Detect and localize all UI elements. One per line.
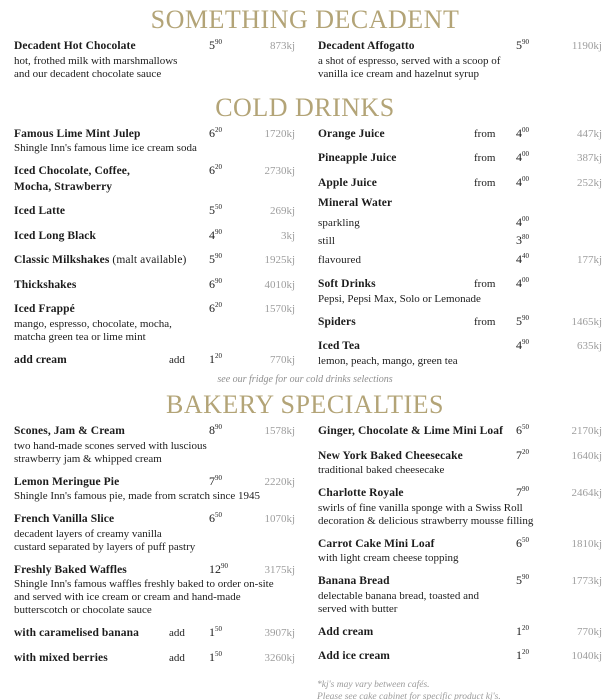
price-cents: 80	[522, 233, 529, 241]
from-label: from	[474, 278, 496, 290]
item-kilojoules: 873kj	[269, 40, 295, 52]
item-kilojoules: 2220kj	[264, 475, 295, 488]
menu-item-row	[14, 559, 295, 579]
subitem-kilojoules: 177kj	[576, 253, 602, 266]
menu-item[interactable]	[318, 482, 602, 528]
item-description: two hand-made scones served with luscious	[14, 439, 207, 452]
item-name: Thickshakes	[14, 278, 77, 291]
section-note: see our fridge for our cold drinks selections	[217, 374, 393, 385]
price-cents: 20	[522, 447, 529, 456]
menu-item-row	[318, 420, 602, 440]
item-price: $5^{90}$	[516, 38, 529, 52]
item-name: Iced Long Black	[14, 229, 97, 242]
item-name: Ginger, Chocolate & Lime Mini Loaf	[318, 425, 504, 437]
menu-item[interactable]	[318, 533, 602, 566]
item-spacer	[318, 81, 602, 86]
price-cents: 90	[522, 313, 529, 322]
menu-item-row	[14, 200, 295, 220]
price-cents: 50	[215, 511, 222, 519]
subitem-price: $3^{80}$	[516, 233, 529, 247]
left-column-something-decadent	[0, 35, 305, 86]
menu-item-row	[14, 420, 295, 440]
item-name: Carrot Cake Mini Loaf	[318, 537, 435, 550]
item-kilojoules: 3907kj	[264, 627, 295, 639]
item-kilojoules: 3260kj	[264, 651, 295, 664]
footnote-line: Please see cake cabinet for specific product kj's.	[317, 692, 501, 700]
price-cents: 20	[522, 648, 529, 656]
price-cents: 20	[215, 351, 222, 360]
item-description: Shingle Inn's famous lime ice cream soda	[14, 142, 197, 154]
item-price: $5^{50}$	[209, 203, 222, 217]
item-name: Charlotte Royale	[318, 487, 404, 499]
from-label: from	[474, 176, 496, 189]
menu-item-row	[14, 160, 295, 180]
price-cents: 00	[522, 276, 529, 284]
item-kilojoules: 269kj	[269, 205, 295, 217]
item-kilojoules: 635kj	[576, 340, 602, 352]
item-description: decadent layers of creamy vanilla	[14, 527, 162, 540]
item-price: $6^{50}$	[516, 423, 529, 437]
item-price: $6^{20}$	[209, 163, 222, 177]
item-kilojoules: 1465kj	[571, 315, 602, 328]
add-label: add	[169, 627, 185, 639]
item-description: delectable banana bread, toasted and	[318, 589, 479, 602]
item-kilojoules: 1925kj	[264, 254, 295, 266]
right-column-cold-drinks	[305, 123, 610, 374]
item-name: Banana Bread	[318, 575, 390, 587]
right-column-bakery-specialties	[305, 420, 610, 671]
menu-item[interactable]	[318, 445, 602, 478]
item-kilojoules: 770kj	[576, 625, 602, 638]
section-heading-cold-drinks: COLD DRINKS	[215, 92, 395, 122]
item-name: Decadent Hot Chocolate	[14, 40, 136, 52]
left-column-cold-drinks	[0, 123, 305, 374]
item-name: Scones, Jam & Cream	[14, 425, 125, 437]
price-cents: 00	[522, 150, 529, 158]
item-name: Add cream	[318, 625, 374, 638]
item-kilojoules: 252kj	[576, 176, 602, 189]
price-cents: 20	[522, 623, 529, 632]
item-description: Shingle Inn's famous waffles freshly baked to order on-site	[14, 578, 274, 590]
item-price: $4^{00}$	[516, 150, 529, 164]
subitem-name: still	[318, 235, 336, 247]
item-price: $4^{90}$	[209, 227, 222, 242]
menu-item-row	[318, 335, 602, 355]
price-cents: 00	[522, 125, 529, 134]
item-name: Classic Milkshakes (malt available)	[14, 254, 187, 266]
item-name: Pineapple Juice	[318, 152, 397, 164]
menu-item[interactable]	[318, 196, 602, 268]
menu-item-row	[318, 147, 602, 167]
price-cents: 90	[522, 338, 529, 346]
item-kilojoules: 2170kj	[571, 425, 602, 437]
item-name: Soft Drinks	[318, 278, 376, 290]
item-price: $7^{20}$	[516, 447, 529, 462]
item-spacer	[318, 368, 602, 373]
item-spacer	[14, 81, 295, 86]
menu-item[interactable]	[14, 123, 295, 156]
menu-item[interactable]	[318, 311, 602, 331]
menu-item[interactable]	[318, 273, 602, 306]
menu-subitem[interactable]	[318, 230, 602, 249]
menu-item-row	[318, 123, 602, 143]
item-name: Orange Juice	[318, 127, 385, 140]
menu-item[interactable]	[318, 570, 602, 616]
item-name: Iced Latte	[14, 205, 66, 217]
menu-item-row	[318, 621, 602, 641]
menu-item[interactable]	[14, 249, 295, 269]
item-name: with mixed berries	[14, 651, 108, 664]
price-cents: 90	[215, 276, 222, 285]
item-price: $6^{50}$	[209, 511, 222, 525]
item-description: mango, espresso, chocolate, mocha,	[14, 317, 172, 330]
price-cents: 20	[215, 301, 222, 309]
menu-item[interactable]	[318, 420, 602, 440]
item-price: $4^{00}$	[516, 174, 529, 189]
menu-item[interactable]	[318, 645, 602, 665]
from-label: from	[474, 127, 496, 140]
menu-item-row-cont	[14, 180, 295, 196]
item-name: Lemon Meringue Pie	[14, 475, 120, 488]
item-description: decoration & delicious strawberry mousse filling	[318, 514, 534, 527]
item-name: New York Baked Cheesecake	[318, 449, 463, 462]
menu-item-row	[318, 196, 602, 212]
menu-item-row	[14, 274, 295, 294]
menu-item-row	[14, 647, 295, 667]
menu-item[interactable]	[318, 172, 602, 192]
menu-item[interactable]	[14, 274, 295, 294]
menu-item[interactable]	[14, 559, 295, 618]
menu-item-row	[14, 225, 295, 245]
price-cents: 90	[522, 573, 529, 581]
price-cents: 90	[221, 561, 228, 570]
add-label: add	[169, 353, 185, 366]
menu-item-row	[318, 273, 602, 293]
menu-item[interactable]	[318, 621, 602, 641]
item-kilojoules: 1720kj	[264, 127, 295, 140]
menu-item-row	[14, 249, 295, 269]
price-cents: 40	[522, 251, 529, 260]
price-cents: 50	[215, 625, 222, 633]
price-cents: 90	[215, 252, 222, 260]
menu-item-row	[14, 622, 295, 642]
from-label: from	[474, 315, 496, 328]
item-description: with light cream cheese topping	[318, 552, 459, 564]
section-heading-something-decadent: SOMETHING DECADENT	[150, 5, 460, 34]
item-price: $1^{50}$	[209, 625, 222, 639]
price-cents: 50	[522, 423, 529, 431]
item-kilojoules: 1570kj	[264, 303, 295, 315]
menu-item[interactable]	[14, 647, 295, 667]
price-cents: 90	[215, 473, 222, 482]
item-kilojoules: 1190kj	[571, 40, 602, 52]
item-description: a shot of espresso, served with a scoop of	[318, 54, 501, 67]
menu-item-row	[14, 298, 295, 318]
price-cents: 90	[215, 227, 222, 236]
item-kilojoules: 387kj	[576, 152, 602, 164]
from-label: from	[474, 152, 496, 164]
menu-item[interactable]	[14, 471, 295, 504]
item-price: $1^{50}$	[209, 649, 222, 664]
item-price: $5^{90}$	[209, 252, 222, 266]
item-kilojoules: 4010kj	[264, 278, 295, 291]
price-cents: 20	[215, 163, 222, 171]
menu-item-row	[14, 508, 295, 528]
subitem-name: flavoured	[318, 253, 362, 266]
item-name: add cream	[14, 353, 67, 366]
item-description: custard separated by layers of puff pastry	[14, 540, 196, 553]
right-column-something-decadent	[305, 35, 610, 86]
menu-item-row	[14, 123, 295, 143]
menu-item-row	[318, 482, 602, 502]
item-price: $4^{00}$	[516, 125, 529, 140]
item-spacer	[318, 665, 602, 670]
item-description: lemon, peach, mango, green tea	[318, 354, 458, 367]
item-kilojoules: 1070kj	[264, 513, 295, 525]
menu-item-row	[318, 533, 602, 553]
item-kilojoules: 3175kj	[264, 563, 295, 576]
price-cents: 90	[215, 423, 222, 431]
item-price: $6^{20}$	[209, 125, 222, 140]
menu-item-row	[14, 471, 295, 491]
menu-item[interactable]	[14, 225, 295, 245]
item-name-line2: Mocha, Strawberry	[14, 180, 113, 193]
subitem-price: $4^{40}$	[516, 251, 529, 266]
item-price: $5^{90}$	[516, 573, 529, 587]
item-price: $6^{90}$	[209, 276, 222, 291]
menu-item-row	[318, 311, 602, 331]
item-name: Decadent Affogatto	[318, 40, 415, 52]
item-price: $4^{90}$	[516, 338, 529, 352]
item-kilojoules: 1773kj	[571, 575, 602, 587]
item-description: strawberry jam & whipped cream	[14, 452, 162, 465]
item-description: swirls of fine vanilla sponge with a Swiss Roll	[318, 501, 523, 514]
menu-item[interactable]	[14, 508, 295, 554]
item-kilojoules: 1040kj	[571, 650, 602, 662]
item-kilojoules: 447kj	[576, 127, 602, 140]
item-name-modifier: (malt available)	[109, 254, 187, 266]
footnote-line: *kj's may vary between cafés.	[317, 680, 430, 690]
menu-item[interactable]	[318, 35, 602, 81]
section-heading-bakery-specialties: BAKERY SPECIALTIES	[166, 390, 444, 419]
item-price: $12^{90}$	[209, 561, 228, 576]
item-price: $7^{90}$	[516, 485, 529, 499]
menu-subitem[interactable]	[318, 212, 602, 231]
item-name: Iced Frappé	[14, 303, 75, 315]
menu-item-row	[318, 445, 602, 465]
menu-item-row	[318, 570, 602, 590]
item-name: Mineral Water	[318, 197, 393, 209]
item-price: $6^{20}$	[209, 301, 222, 315]
item-price: $1^{20}$	[209, 351, 222, 366]
price-cents: 20	[215, 125, 222, 134]
item-kilojoules: 2464kj	[571, 487, 602, 499]
item-name: Add ice cream	[318, 650, 390, 662]
price-cents: 90	[522, 485, 529, 493]
menu-item-row	[14, 35, 295, 55]
item-description: hot, frothed milk with marshmallows	[14, 54, 178, 67]
price-cents: 90	[522, 38, 529, 46]
item-name: Iced Tea	[318, 340, 361, 352]
menu-item[interactable]	[318, 335, 602, 368]
item-description: matcha green tea or lime mint	[14, 330, 146, 343]
price-cents: 50	[522, 535, 529, 544]
subitem-name: sparkling	[318, 216, 360, 229]
add-label: add	[169, 651, 185, 664]
item-price: $7^{90}$	[209, 473, 222, 488]
menu-item[interactable]	[14, 35, 295, 81]
menu-item[interactable]	[14, 200, 295, 220]
menu-item[interactable]	[318, 123, 602, 143]
item-price: $5^{90}$	[209, 38, 222, 52]
menu-item-row	[318, 172, 602, 192]
price-cents: 50	[215, 203, 222, 211]
item-kilojoules: 3kj	[280, 229, 295, 242]
section-columns-bakery-specialties	[0, 420, 610, 671]
item-price: $6^{50}$	[516, 535, 529, 550]
item-price: $1^{20}$	[516, 623, 529, 638]
item-name: Iced Chocolate, Coffee,	[14, 165, 130, 177]
item-price: $8^{90}$	[209, 423, 222, 437]
item-kilojoules: 1810kj	[571, 537, 602, 550]
item-kilojoules: 1640kj	[571, 449, 602, 462]
subitem-price: $4^{00}$	[516, 214, 529, 229]
left-column-bakery-specialties	[0, 420, 305, 671]
item-name: Spiders	[318, 315, 356, 328]
price-cents: 90	[215, 38, 222, 46]
menu-item-row	[318, 645, 602, 665]
item-description: served with butter	[318, 602, 398, 615]
item-description: and our decadent chocolate sauce	[14, 67, 162, 80]
item-description: Pepsi, Pepsi Max, Solo or Lemonade	[318, 292, 481, 305]
item-name: French Vanilla Slice	[14, 513, 115, 525]
menu-subitem[interactable]	[318, 249, 602, 269]
price-cents: 00	[522, 174, 529, 183]
section-columns-something-decadent	[0, 35, 610, 86]
menu-item[interactable]	[14, 622, 295, 642]
item-kilojoules: 770kj	[269, 353, 295, 366]
menu-item[interactable]	[14, 160, 295, 195]
item-description: butterscotch or chocolate sauce	[14, 604, 152, 616]
menu-item-row	[14, 349, 295, 369]
menu-item[interactable]	[14, 298, 295, 344]
menu-item[interactable]	[318, 147, 602, 167]
item-price: $1^{20}$	[516, 648, 529, 662]
item-kilojoules: 1578kj	[264, 425, 295, 437]
menu-item[interactable]	[14, 349, 295, 369]
item-spacer	[14, 666, 295, 671]
section-columns-cold-drinks	[0, 123, 610, 374]
item-kilojoules: 2730kj	[264, 165, 295, 177]
item-name: Freshly Baked Waffles	[14, 563, 127, 576]
menu-item[interactable]	[14, 420, 295, 466]
item-description: vanilla ice cream and hazelnut syrup	[318, 67, 479, 80]
price-cents: 50	[215, 649, 222, 658]
item-price: $4^{00}$	[516, 276, 529, 290]
item-name: with caramelised banana	[14, 627, 139, 639]
item-description: Shingle Inn's famous pie, made from scratch since 1945	[14, 490, 261, 502]
price-cents: 00	[522, 214, 529, 223]
item-name: Famous Lime Mint Julep	[14, 127, 141, 140]
item-name: Apple Juice	[318, 176, 377, 189]
item-price: $5^{90}$	[516, 313, 529, 328]
item-description: traditional baked cheesecake	[318, 464, 445, 476]
menu-item-row	[318, 35, 602, 55]
item-description: and served with ice cream or cream and hand-made	[14, 591, 241, 603]
